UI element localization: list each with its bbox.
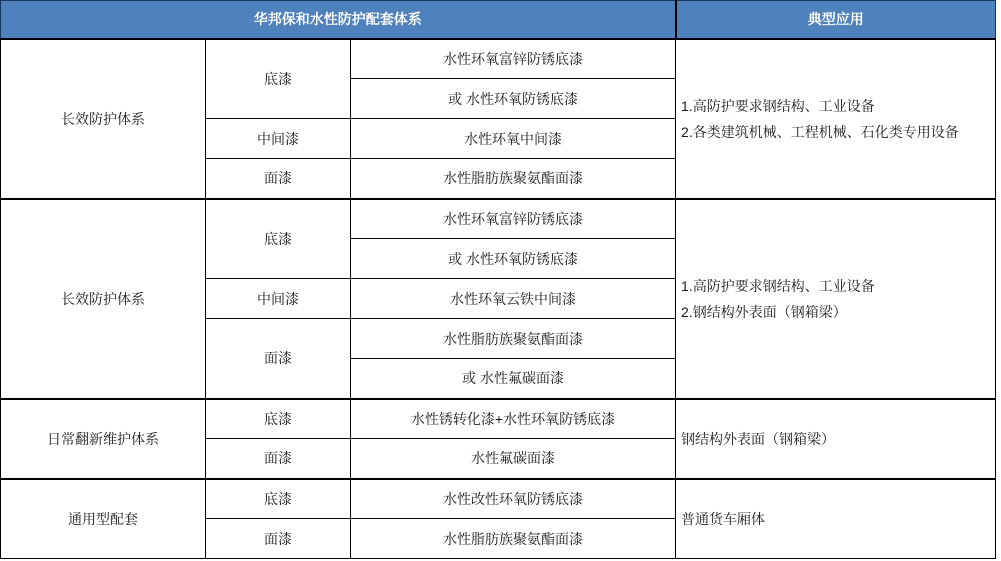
application-line: 2.钢结构外表面（钢箱梁） [681, 303, 847, 320]
category-cell: 中间漆 [206, 279, 351, 319]
product-cell: 水性环氧中间漆 [351, 119, 676, 159]
header-application-title: 典型应用 [676, 1, 996, 39]
application-cell [676, 399, 996, 479]
product-cell: 水性改性环氧防锈底漆 [351, 479, 676, 519]
table-row [1, 479, 996, 519]
table-row [1, 399, 996, 439]
category-cell: 底漆 [206, 39, 351, 119]
category-cell: 底漆 [206, 479, 351, 519]
system-cell: 长效防护体系 [1, 39, 206, 199]
application-line: 钢结构外表面（钢箱梁） [681, 430, 836, 447]
product-cell: 水性脂肪族聚氨酯面漆 [351, 159, 676, 199]
category-cell: 中间漆 [206, 119, 351, 159]
category-cell: 面漆 [206, 439, 351, 479]
header-system-title: 华邦保和水性防护配套体系 [1, 1, 676, 39]
application-cell [676, 479, 996, 559]
table-row [1, 199, 996, 239]
category-cell: 底漆 [206, 199, 351, 279]
product-cell: 或 水性环氧防锈底漆 [351, 79, 676, 119]
product-cell: 水性环氧富锌防锈底漆 [351, 199, 676, 239]
product-cell: 水性环氧云铁中间漆 [351, 279, 676, 319]
system-cell: 长效防护体系 [1, 199, 206, 399]
table-row [1, 39, 996, 79]
application-cell [676, 39, 996, 199]
category-cell: 面漆 [206, 519, 351, 559]
category-cell: 面漆 [206, 319, 351, 399]
system-cell: 日常翻新维护体系 [1, 399, 206, 479]
product-cell: 水性氟碳面漆 [351, 439, 676, 479]
category-cell: 底漆 [206, 399, 351, 439]
product-cell: 水性脂肪族聚氨酯面漆 [351, 519, 676, 559]
product-cell: 或 水性氟碳面漆 [351, 359, 676, 399]
system-cell: 通用型配套 [1, 479, 206, 559]
application-cell [676, 199, 996, 399]
category-cell: 面漆 [206, 159, 351, 199]
product-cell: 或 水性环氧防锈底漆 [351, 239, 676, 279]
application-line: 1.高防护要求钢结构、工业设备 [681, 277, 875, 294]
application-line: 1.高防护要求钢结构、工业设备 [681, 97, 875, 114]
product-cell: 水性锈转化漆+水性环氧防锈底漆 [351, 399, 676, 439]
product-cell: 水性环氧富锌防锈底漆 [351, 39, 676, 79]
product-cell: 水性脂肪族聚氨酯面漆 [351, 319, 676, 359]
application-line: 普通货车厢体 [681, 510, 766, 527]
application-line: 2.各类建筑机械、工程机械、石化类专用设备 [681, 123, 959, 140]
table-header-row [1, 1, 996, 39]
